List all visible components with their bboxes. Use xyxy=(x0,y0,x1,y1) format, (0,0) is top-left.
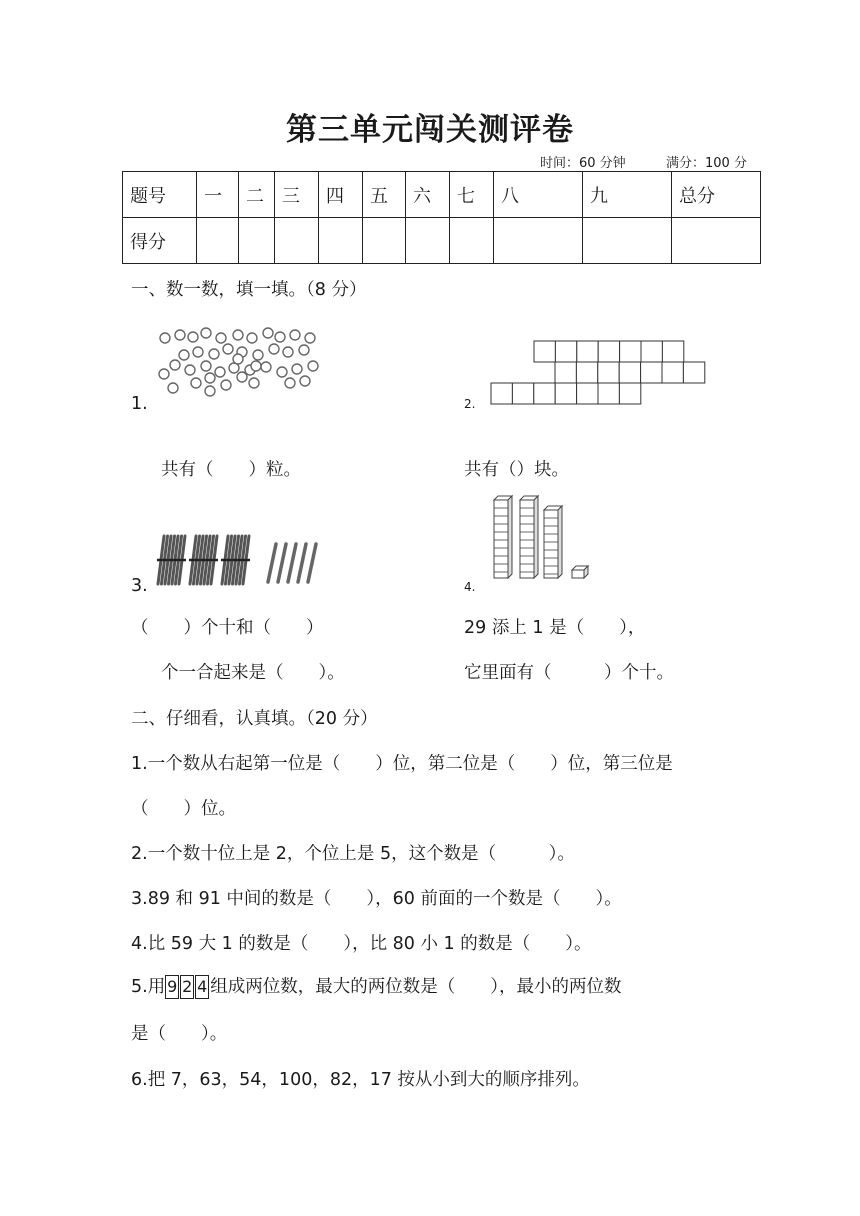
bead xyxy=(237,372,247,382)
bead xyxy=(223,344,233,354)
digit-card: 9 xyxy=(165,975,179,999)
bead xyxy=(251,361,261,371)
header-cell: 二 xyxy=(239,172,275,218)
score-table xyxy=(122,171,761,264)
q4-line2: 它里面有（ ）个十。 xyxy=(464,663,674,683)
bead xyxy=(283,347,293,357)
bead xyxy=(185,365,195,375)
bead xyxy=(221,380,231,390)
q3-line2: 个一合起来是（ ）。 xyxy=(161,663,345,683)
q3-number: 3. xyxy=(131,576,148,596)
bead xyxy=(179,350,189,360)
score-cell[interactable] xyxy=(197,218,239,264)
q1-number: 1. xyxy=(131,394,148,414)
bead xyxy=(205,386,215,396)
square-block xyxy=(598,383,619,404)
bead xyxy=(160,333,170,343)
stick-bundle xyxy=(221,536,250,584)
bead xyxy=(216,333,226,343)
square-block xyxy=(555,341,576,362)
ten-rod xyxy=(520,496,538,578)
loose-stick xyxy=(278,544,286,582)
bead xyxy=(285,378,295,388)
time-info: 时间：60 分钟 xyxy=(540,156,626,171)
unit-cube xyxy=(572,566,588,578)
square-block xyxy=(576,362,597,383)
s2-q5-line2: 是（ ）。 xyxy=(131,1024,228,1044)
s2-q4: 4.比 59 大 1 的数是（ ），比 80 小 1 的数是（ ）。 xyxy=(131,934,592,954)
square-block xyxy=(534,341,555,362)
header-cell: 总分 xyxy=(672,172,761,218)
bead xyxy=(247,333,257,343)
square-block xyxy=(491,383,512,404)
q3-line1: （ ）个十和（ ） xyxy=(131,618,324,638)
q1-answer-line: 共有（ ）粒。 xyxy=(161,460,301,480)
bead xyxy=(249,378,259,388)
square-block xyxy=(619,383,640,404)
bead xyxy=(191,378,201,388)
square-block xyxy=(662,362,683,383)
s2-q5-prefix: 5.用 xyxy=(131,977,166,997)
bead xyxy=(253,350,263,360)
bead xyxy=(201,361,211,371)
bead xyxy=(170,360,180,370)
bead xyxy=(168,383,178,393)
digit-card: 2 xyxy=(180,975,194,999)
bead xyxy=(290,330,300,340)
header-cell: 九 xyxy=(583,172,672,218)
bead xyxy=(275,332,285,342)
q2-number: 2. xyxy=(464,397,476,411)
section1-heading: 一、数一数，填一填。（8 分） xyxy=(131,280,367,300)
score-row-label: 得分 xyxy=(123,218,197,264)
header-cell: 题号 xyxy=(123,172,197,218)
header-cell: 六 xyxy=(406,172,450,218)
bead xyxy=(300,376,310,386)
score-cell[interactable] xyxy=(275,218,319,264)
ten-rod xyxy=(544,506,562,578)
bead xyxy=(193,347,203,357)
bead xyxy=(233,330,243,340)
bead xyxy=(277,367,287,377)
bead xyxy=(263,328,273,338)
s2-q1-line2: （ ）位。 xyxy=(131,799,236,819)
score-table-score-row xyxy=(123,218,761,264)
square-block xyxy=(555,362,576,383)
square-block xyxy=(577,383,598,404)
header-cell: 四 xyxy=(319,172,363,218)
header-cell: 三 xyxy=(275,172,319,218)
section2-heading: 二、仔细看，认真填。（20 分） xyxy=(131,709,378,729)
bead xyxy=(292,364,302,374)
stick-bundle xyxy=(189,536,218,584)
header-cell: 一 xyxy=(197,172,239,218)
q4-number: 4. xyxy=(464,580,476,594)
full-score-info: 满分：100 分 xyxy=(666,156,747,171)
bead xyxy=(205,373,215,383)
square-block xyxy=(620,341,641,362)
header-cell: 五 xyxy=(363,172,406,218)
bead xyxy=(159,369,169,379)
ten-rod xyxy=(494,496,512,578)
bead xyxy=(261,362,271,372)
loose-stick xyxy=(308,544,316,582)
digit-card: 4 xyxy=(195,975,209,999)
bead xyxy=(175,330,185,340)
square-block xyxy=(641,362,662,383)
square-block xyxy=(683,362,704,383)
square-block xyxy=(619,362,640,383)
s2-q5-suffix: 组成两位数，最大的两位数是（ ），最小的两位数 xyxy=(210,977,622,997)
loose-stick xyxy=(268,544,276,582)
bead xyxy=(305,333,315,343)
loose-stick xyxy=(288,544,296,582)
score-cell[interactable] xyxy=(319,218,363,264)
q4-line1: 29 添上 1 是（ ）， xyxy=(464,618,646,638)
bead xyxy=(215,367,225,377)
score-cell[interactable] xyxy=(363,218,406,264)
square-block xyxy=(598,362,619,383)
header-cell: 八 xyxy=(494,172,583,218)
square-block xyxy=(641,341,662,362)
s2-q6: 6.把 7，63，54，100，82，17 按从小到大的顺序排列。 xyxy=(131,1070,590,1090)
page-title: 第三单元闯关测评卷 xyxy=(286,112,574,148)
square-block xyxy=(512,383,533,404)
score-cell[interactable] xyxy=(494,218,583,264)
score-table-header-row xyxy=(123,172,761,218)
score-cell[interactable] xyxy=(672,218,761,264)
square-block xyxy=(662,341,683,362)
beads-illustration xyxy=(150,322,330,402)
bead xyxy=(201,328,211,338)
stick-bundle xyxy=(157,536,186,584)
square-block xyxy=(577,341,598,362)
blocks-illustration xyxy=(490,340,710,410)
square-block xyxy=(534,383,555,404)
s2-q3: 3.89 和 91 中间的数是（ ），60 前面的一个数是（ ）。 xyxy=(131,889,622,909)
ten-rods-illustration xyxy=(492,498,602,582)
s2-q2: 2.一个数十位上是 2，个位上是 5，这个数是（ ）。 xyxy=(131,844,575,864)
square-block xyxy=(555,383,576,404)
loose-stick xyxy=(298,544,306,582)
q2-answer-line: 共有（）块。 xyxy=(464,460,569,480)
score-cell[interactable] xyxy=(450,218,494,264)
score-cell[interactable] xyxy=(239,218,275,264)
bead xyxy=(233,354,243,364)
score-cell[interactable] xyxy=(583,218,672,264)
bead xyxy=(299,345,309,355)
bead xyxy=(209,349,219,359)
score-cell[interactable] xyxy=(406,218,450,264)
s2-q1-line1: 1.一个数从右起第一位是（ ）位，第二位是（ ）位，第三位是 xyxy=(131,754,673,774)
header-cell: 七 xyxy=(450,172,494,218)
bead xyxy=(308,361,318,371)
s2-q5-line1 xyxy=(131,973,621,999)
square-block xyxy=(598,341,619,362)
bead xyxy=(188,332,198,342)
sticks-bundles-illustration xyxy=(158,532,328,588)
bead xyxy=(269,344,279,354)
